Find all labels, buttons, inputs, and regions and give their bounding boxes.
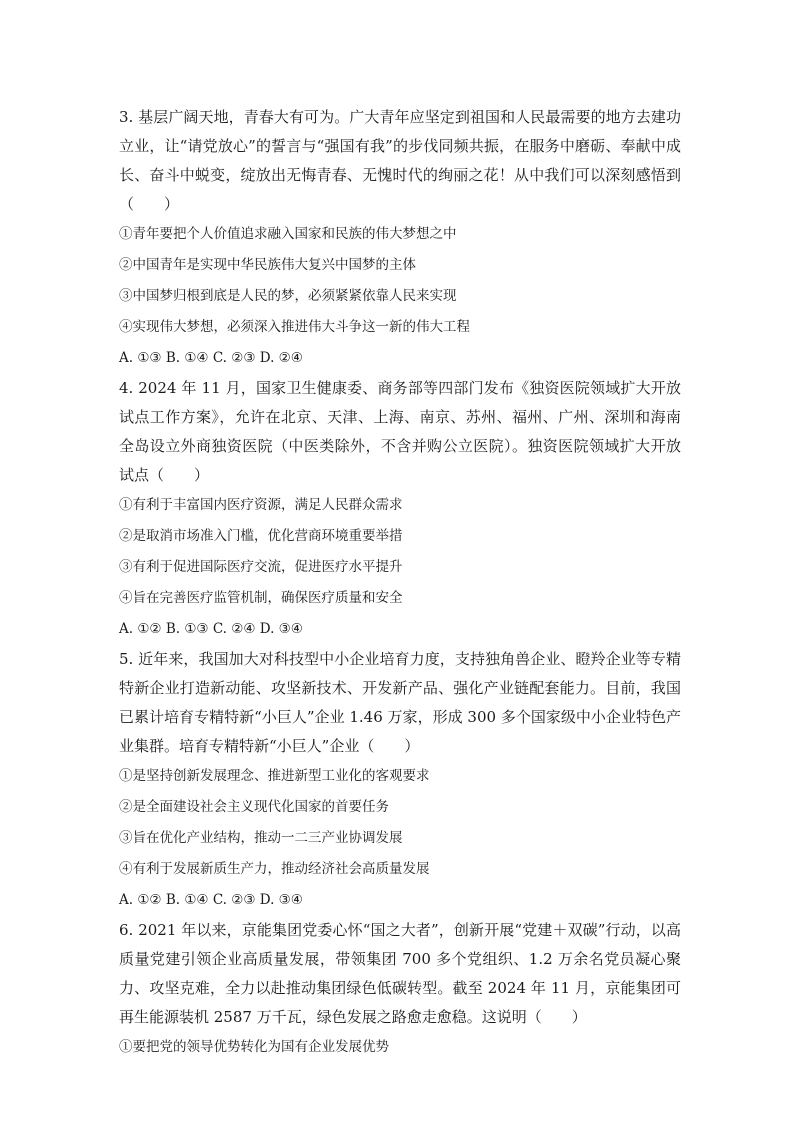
option-item: ②是取消市场准入门槛，优化营商环境重要举措	[119, 528, 403, 544]
option-item: ③旨在优化产业结构，推动一二三产业协调发展	[119, 830, 403, 846]
option-item: ④实现伟大梦想，必须深入推进伟大斗争这一新的伟大工程	[119, 319, 470, 335]
answer-choices: A. ①② B. ①③ C. ②④ D. ③④	[119, 621, 303, 637]
option-item: ③有利于促进国际医疗交流，促进医疗水平提升	[119, 559, 403, 575]
option-item: ③中国梦归根到底是人民的梦，必须紧紧依靠人民来实现	[119, 288, 457, 304]
option-item: ②中国青年是实现中华民族伟大复兴中国梦的主体	[119, 257, 416, 273]
option-item: ①有利于丰富国内医疗资源，满足人民群众需求	[119, 497, 403, 513]
question-4	[119, 374, 681, 645]
question-stem: 3. 基层广阔天地，青春大有可为。广大青年应坚定到祖国和人民最需要的地方去建功立业，让“请党放心”的誓言与“强国有我”的步伐同频共振，在服务中磨砺、奉献中成长、奋斗中蜕变，绽放出无悔青春、无愧时代的绚丽之花！从中我们可以深刻感悟到（ ）	[119, 108, 681, 213]
answer-choices: A. ①③ B. ①④ C. ②③ D. ②④	[119, 350, 303, 366]
question-stem: 4. 2024 年 11 月，国家卫生健康委、商务部等四部门发布《独资医院领域扩大开放试点工作方案》，允许在北京、天津、上海、南京、苏州、福州、广州、深圳和海南全岛设立外商独资医院（中医类除外，不含并购公立医院）。独资医院领域扩大开放试点（ ）	[119, 379, 681, 484]
answer-choices: A. ①② B. ①④ C. ②③ D. ③④	[119, 892, 303, 908]
option-item: ①是坚持创新发展理念、推进新型工业化的客观要求	[119, 768, 430, 784]
option-item: ①要把党的领导优势转化为国有企业发展优势	[119, 1039, 389, 1055]
option-item: ④有利于发展新质生产力，推动经济社会高质量发展	[119, 861, 430, 877]
question-6	[119, 916, 681, 1063]
option-item: ④旨在完善医疗监管机制，确保医疗质量和安全	[119, 590, 403, 606]
question-stem: 5. 近年来，我国加大对科技型中小企业培育力度，支持独角兽企业、瞪羚企业等专精特新企业打造新动能、攻坚新技术、开发新产品、强化产业链配套能力。目前，我国已累计培育专精特新“小巨人”企业 1.46 万家，形成 300 多个国家级中小企业特色产业集群。培育专精特新“小巨人”企业（ ）	[119, 650, 681, 755]
option-item: ②是全面建设社会主义现代化国家的首要任务	[119, 799, 389, 815]
question-5	[119, 645, 681, 916]
question-3	[119, 103, 681, 374]
question-stem: 6. 2021 年以来，京能集团党委心怀“国之大者”，创新开展“党建＋双碳”行动，以高质量党建引领企业高质量发展，带领集团 700 多个党组织、1.2 万余名党员凝心聚力、攻坚克难，全力以赴推动集团绿色低碳转型。截至 2024 年 11 月，京能集团可再生能源装机 2587 万千瓦，绿色发展之路愈走愈稳。这说明（ ）	[119, 921, 681, 1026]
page-content	[119, 103, 681, 1063]
option-item: ①青年要把个人价值追求融入国家和民族的伟大梦想之中	[119, 226, 457, 242]
